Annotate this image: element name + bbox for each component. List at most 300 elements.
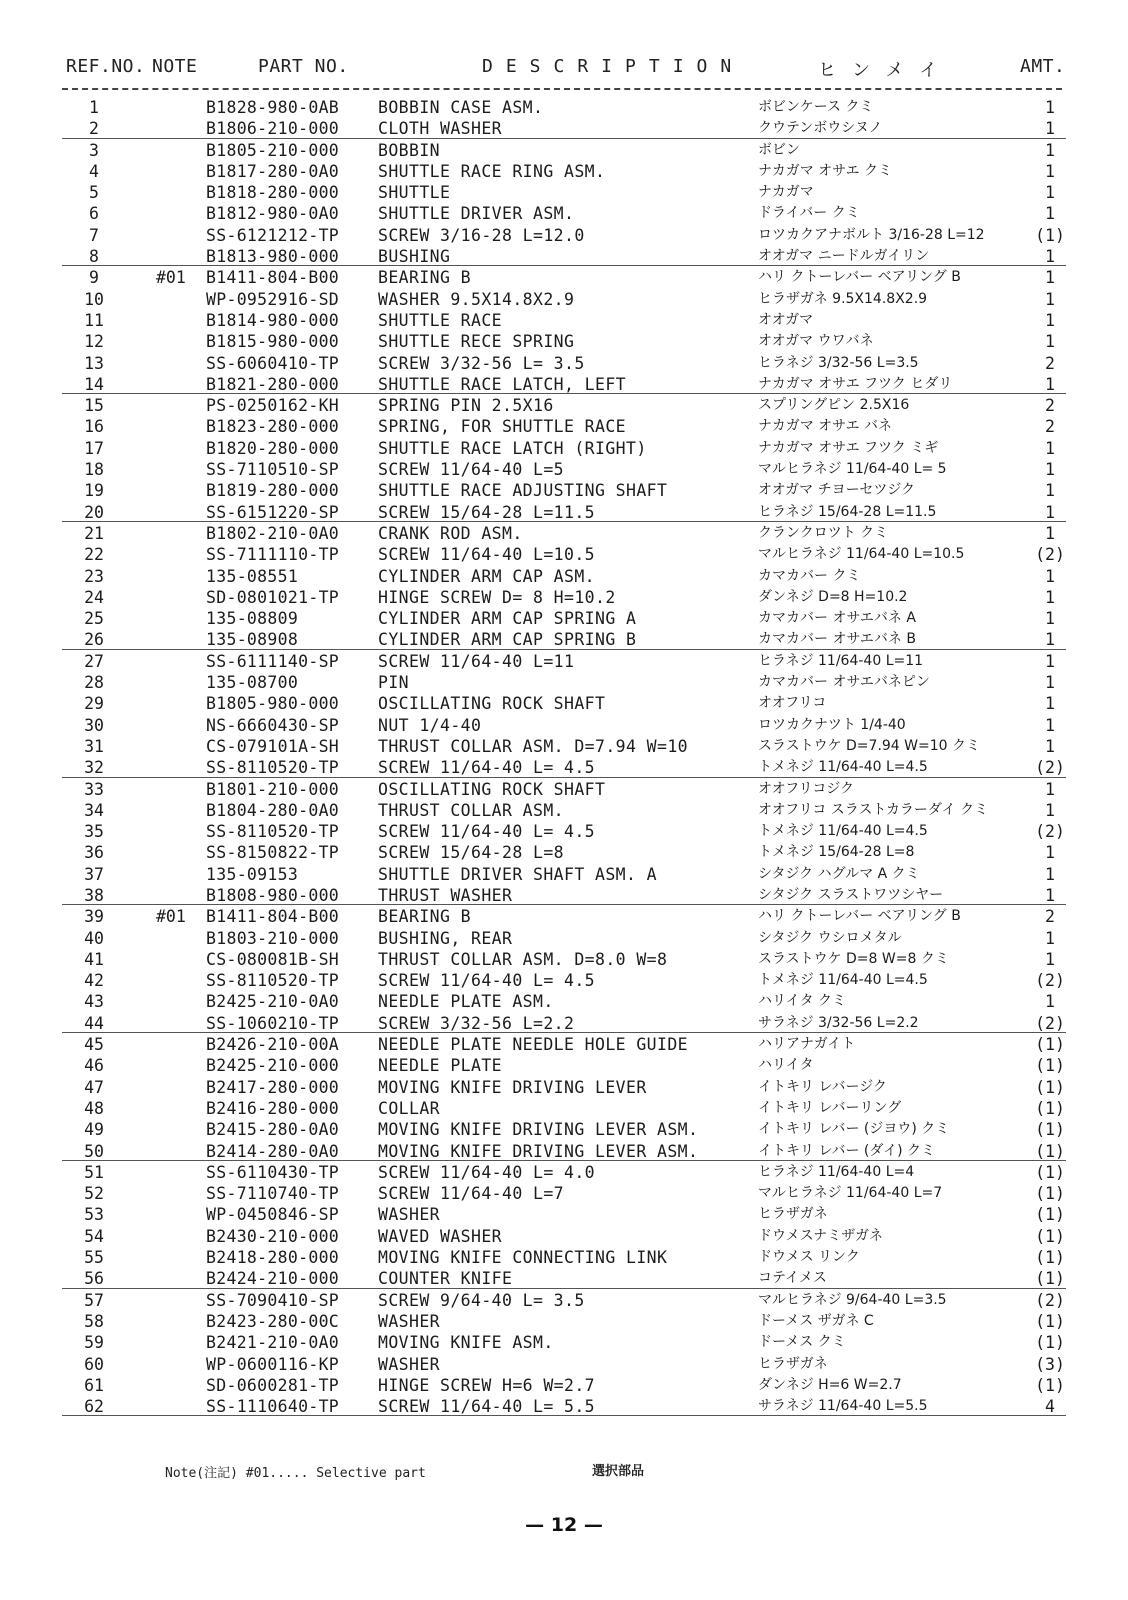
cell-part-no: SD-0801021-TP [206,587,340,607]
table-row [0,736,1128,757]
cell-amount: (1) [1035,225,1065,245]
table-row [0,566,1128,587]
cell-ref-no: 62 [84,1397,104,1417]
cell-japanese-name: ドーメス ザガネ C [758,1312,874,1329]
header-japanese-name: ヒンメイ [818,60,954,81]
cell-part-no: SS-7110740-TP [206,1184,340,1204]
cell-ref-no: 43 [84,992,104,1012]
table-row [0,1311,1128,1332]
cell-description: MOVING KNIFE DRIVING LEVER [378,1077,647,1097]
table-row [0,267,1128,288]
cell-amount: 2 [1045,907,1055,927]
cell-japanese-name: カマカバー オサエバネ A [758,610,916,627]
cell-amount: (1) [1035,1098,1065,1118]
table-row [0,395,1128,416]
cell-japanese-name: ハリイタ [758,1057,814,1074]
cell-part-no: B2425-210-0A0 [206,992,340,1012]
cell-amount: 1 [1045,715,1055,735]
table-row [0,991,1128,1012]
cell-amount: (1) [1035,1375,1065,1395]
cell-description: BEARING B [378,907,472,927]
table-row [0,1162,1128,1183]
cell-amount: (1) [1035,1035,1065,1055]
cell-ref-no: 24 [84,587,104,607]
table-row [0,182,1128,203]
cell-japanese-name: ドーメス クミ [758,1334,846,1351]
cell-ref-no: 55 [84,1248,104,1268]
cell-description: SCREW 3/32-56 L= 3.5 [378,353,585,373]
cell-part-no: B2424-210-000 [206,1269,340,1289]
cell-ref-no: 56 [84,1269,104,1289]
cell-part-no: B1806-210-000 [206,119,340,139]
table-row [0,480,1128,501]
cell-ref-no: 59 [84,1333,104,1353]
cell-japanese-name: ヒラザガネ 9.5X14.8X2.9 [758,290,928,307]
cell-ref-no: 8 [89,247,99,267]
cell-amount: 1 [1045,204,1055,224]
cell-ref-no: 48 [84,1098,104,1118]
cell-japanese-name: ボビンケース クミ [758,99,874,115]
cell-description: SCREW 11/64-40 L= 4.5 [378,758,596,778]
table-row [0,651,1128,672]
table-row [0,757,1128,778]
cell-amount: 1 [1045,119,1055,139]
cell-part-no: B1804-280-0A0 [206,800,340,820]
cell-part-no: B1812-980-0A0 [206,204,340,224]
cell-description: COLLAR [378,1098,441,1118]
cell-japanese-name: ナカガマ オサエ フツク ヒダリ [758,375,953,392]
cell-description: WASHER [378,1205,441,1225]
cell-ref-no: 30 [84,715,104,735]
cell-ref-no: 49 [84,1120,104,1140]
cell-japanese-name: オオガマ ウワバネ [758,333,874,350]
cell-part-no: B1814-980-000 [206,310,340,330]
table-row [0,1183,1128,1204]
cell-amount: 1 [1045,949,1055,969]
table-row [0,502,1128,523]
cell-japanese-name: ヒラネジ 15/64-28 L=11.5 [758,503,937,520]
cell-description: NUT 1/4-40 [378,715,482,735]
cell-part-no: SS-7090410-SP [206,1290,340,1310]
cell-ref-no: 23 [84,566,104,586]
header-divider [62,88,1062,90]
cell-amount: 1 [1045,992,1055,1012]
cell-description: BOBBIN [378,140,441,160]
parts-table [0,97,1128,1417]
cell-ref-no: 58 [84,1311,104,1331]
table-row [0,928,1128,949]
cell-description: WAVED WASHER [378,1226,503,1246]
cell-description: MOVING KNIFE ASM. [378,1333,554,1353]
cell-part-no: B2416-280-000 [206,1098,340,1118]
cell-description: WASHER 9.5X14.8X2.9 [378,289,575,309]
cell-japanese-name: スプリングピン 2.5X16 [758,397,910,414]
cell-amount: 1 [1045,843,1055,863]
cell-ref-no: 25 [84,609,104,629]
cell-amount: 1 [1045,247,1055,267]
cell-part-no: WP-0450846-SP [206,1205,340,1225]
cell-part-no: SD-0600281-TP [206,1375,340,1395]
cell-description: SHUTTLE RACE ADJUSTING SHAFT [378,481,668,501]
cell-ref-no: 20 [84,502,104,522]
cell-ref-no: 29 [84,694,104,714]
cell-description: CYLINDER ARM CAP SPRING B [378,630,637,650]
cell-japanese-name: サラネジ 3/32-56 L=2.2 [758,1014,919,1031]
cell-ref-no: 7 [89,225,99,245]
cell-description: NEEDLE PLATE [378,1056,503,1076]
cell-japanese-name: トメネジ 15/64-28 L=8 [758,844,915,861]
cell-japanese-name: オオガマ チヨーセツジク [758,482,916,499]
cell-japanese-name: ヒラネジ 11/64-40 L=4 [758,1163,915,1180]
cell-part-no: SS-8110520-TP [206,758,340,778]
cell-part-no: SS-6060410-TP [206,353,340,373]
cell-japanese-name: ハリ クトーレバー ベアリング B [758,269,961,286]
table-row [0,140,1128,161]
cell-japanese-name: オオガマ [758,311,814,328]
cell-amount: 2 [1045,417,1055,437]
cell-japanese-name: クウテンボウシヌノ [758,120,883,137]
cell-description: SHUTTLE RACE LATCH, LEFT [378,374,627,394]
cell-amount: (1) [1035,1077,1065,1097]
cell-part-no: B1828-980-0AB [206,98,340,117]
cell-part-no: B1817-280-0A0 [206,161,340,181]
cell-amount: 1 [1045,694,1055,714]
cell-description: HINGE SCREW H=6 W=2.7 [378,1375,596,1395]
cell-amount: 1 [1045,502,1055,522]
cell-japanese-name: スラストウケ D=7.94 W=10 クミ [758,737,981,754]
cell-description: SCREW 15/64-28 L=8 [378,843,565,863]
cell-ref-no: 10 [84,289,104,309]
cell-part-no: B2421-210-0A0 [206,1333,340,1353]
cell-ref-no: 14 [84,374,104,394]
cell-amount: 1 [1045,928,1055,948]
cell-part-no: B2426-210-00A [206,1035,340,1055]
cell-description: SHUTTLE [378,183,451,203]
cell-amount: (1) [1035,1056,1065,1076]
cell-japanese-name: イトキリ レバー (ダイ) クミ [758,1142,936,1159]
cell-japanese-name: ドウメスナミザガネ [758,1227,884,1244]
cell-part-no: B2414-280-0A0 [206,1141,340,1161]
cell-japanese-name: ヒラザガネ [758,1206,828,1223]
cell-ref-no: 61 [84,1375,104,1395]
cell-description: CLOTH WASHER [378,119,503,139]
table-row [0,629,1128,650]
cell-amount: 1 [1045,161,1055,181]
table-row [0,1375,1128,1396]
cell-japanese-name: シタジク ウシロメタル [758,929,902,946]
cell-amount: 1 [1045,332,1055,352]
table-row [0,310,1128,331]
cell-amount: 1 [1045,183,1055,203]
cell-amount: (1) [1035,1248,1065,1268]
cell-part-no: SS-1060210-TP [206,1013,340,1033]
cell-amount: 1 [1045,460,1055,480]
cell-japanese-name: スラストウケ D=8 W=8 クミ [758,950,949,967]
cell-ref-no: 19 [84,481,104,501]
header-amount: AMT. [1020,56,1066,77]
cell-description: OSCILLATING ROCK SHAFT [378,694,606,714]
cell-part-no: 135-08700 [206,673,299,693]
cell-ref-no: 34 [84,800,104,820]
cell-amount: 1 [1045,630,1055,650]
cell-japanese-name: マルヒラネジ 11/64-40 L=10.5 [758,546,965,563]
cell-ref-no: 50 [84,1141,104,1161]
cell-note: #01 [156,268,186,288]
cell-part-no: B2417-280-000 [206,1077,340,1097]
cell-amount: (1) [1035,1311,1065,1331]
cell-amount: 1 [1045,673,1055,693]
cell-japanese-name: ナカガマ オサエ バネ [758,418,893,435]
cell-amount: (2) [1035,758,1065,778]
cell-description: SCREW 11/64-40 L= 5.5 [378,1397,596,1417]
table-row [0,1268,1128,1289]
cell-japanese-name: ロツカクアナボルト 3/16-28 L=12 [758,226,985,243]
table-row [0,118,1128,139]
cell-ref-no: 38 [84,885,104,905]
cell-ref-no: 46 [84,1056,104,1076]
cell-part-no: SS-8150822-TP [206,843,340,863]
cell-japanese-name: ハリ クトーレバー ベアリング B [758,908,961,925]
cell-ref-no: 32 [84,758,104,778]
cell-ref-no: 18 [84,460,104,480]
table-row [0,949,1128,970]
footer-note: Note(注記) #01..... Selective part [165,1466,426,1481]
cell-description: SHUTTLE RACE [378,310,503,330]
cell-ref-no: 53 [84,1205,104,1225]
cell-part-no: B1823-280-000 [206,417,340,437]
cell-ref-no: 6 [89,204,99,224]
table-row [0,715,1128,736]
cell-japanese-name: オオフリコ [758,695,827,712]
cell-description: COUNTER KNIFE [378,1269,513,1289]
table-row [0,1055,1128,1076]
cell-part-no: B1801-210-000 [206,779,340,799]
cell-japanese-name: ナカガマ オサエ クミ [758,162,893,179]
table-row [0,438,1128,459]
cell-ref-no: 39 [84,907,104,927]
cell-part-no: B2425-210-000 [206,1056,340,1076]
cell-description: SCREW 11/64-40 L=7 [378,1184,565,1204]
table-row [0,970,1128,991]
cell-amount: 1 [1045,438,1055,458]
cell-description: SCREW 11/64-40 L=10.5 [378,545,596,565]
cell-part-no: CS-079101A-SH [206,736,340,756]
cell-amount: 1 [1045,566,1055,586]
cell-ref-no: 35 [84,822,104,842]
cell-description: WASHER [378,1354,441,1374]
cell-part-no: B1821-280-000 [206,374,340,394]
table-row [0,416,1128,437]
table-row [0,1077,1128,1098]
cell-part-no: SS-6121212-TP [206,225,340,245]
cell-japanese-name: トメネジ 11/64-40 L=4.5 [758,759,928,776]
cell-description: BUSHING, REAR [378,928,513,948]
table-row [0,203,1128,224]
cell-description: SCREW 9/64-40 L= 3.5 [378,1290,585,1310]
header-note: NOTE [152,56,198,77]
cell-amount: (2) [1035,822,1065,842]
cell-part-no: B2415-280-0A0 [206,1120,340,1140]
cell-japanese-name: ヒラザガネ [758,1355,828,1372]
cell-ref-no: 60 [84,1354,104,1374]
cell-description: NEEDLE PLATE ASM. [378,992,554,1012]
cell-amount: (2) [1035,971,1065,991]
cell-amount: 1 [1045,140,1055,160]
cell-ref-no: 21 [84,523,104,543]
cell-amount: 1 [1045,481,1055,501]
cell-amount: 1 [1045,268,1055,288]
cell-amount: 1 [1045,864,1055,884]
cell-japanese-name: ハリイタ クミ [758,993,847,1010]
cell-description: SCREW 3/32-56 L=2.2 [378,1013,575,1033]
table-row [0,1396,1128,1417]
table-row [0,1354,1128,1375]
table-row [0,587,1128,608]
cell-description: THRUST COLLAR ASM. D=7.94 W=10 [378,736,689,756]
cell-description: SHUTTLE RACE RING ASM. [378,161,606,181]
footer-note-japanese: 選択部品 [592,1464,645,1479]
cell-ref-no: 15 [84,396,104,416]
cell-ref-no: 28 [84,673,104,693]
cell-amount: 1 [1045,374,1055,394]
cell-amount: 1 [1045,736,1055,756]
cell-ref-no: 52 [84,1184,104,1204]
cell-japanese-name: マルヒラネジ 11/64-40 L= 5 [758,461,947,478]
cell-amount: 1 [1045,523,1055,543]
cell-ref-no: 2 [89,119,99,139]
cell-description: SCREW 3/16-28 L=12.0 [378,225,585,245]
cell-part-no: SS-8110520-TP [206,822,340,842]
cell-amount: (2) [1035,1013,1065,1033]
cell-part-no: SS-6111140-SP [206,651,340,671]
cell-japanese-name: シタジク スラストワツシヤー [758,886,944,903]
cell-part-no: B1805-210-000 [206,140,340,160]
cell-ref-no: 54 [84,1226,104,1246]
table-row [0,800,1128,821]
cell-description: SPRING, FOR SHUTTLE RACE [378,417,627,437]
cell-part-no: 135-09153 [206,864,299,884]
cell-description: THRUST COLLAR ASM. [378,800,565,820]
header-description: DESCRIPTION [482,56,745,77]
cell-part-no: B2423-280-00C [206,1311,340,1331]
cell-japanese-name: ハリアナガイト [758,1036,856,1053]
cell-description: SCREW 11/64-40 L= 4.5 [378,822,596,842]
table-row [0,1247,1128,1268]
cell-ref-no: 5 [89,183,99,203]
cell-description: CYLINDER ARM CAP ASM. [378,566,596,586]
cell-amount: 1 [1045,587,1055,607]
cell-ref-no: 13 [84,353,104,373]
cell-japanese-name: オオガマ ニードルガイリン [758,248,930,265]
cell-ref-no: 11 [84,310,104,330]
table-row [0,459,1128,480]
cell-part-no: B1802-210-0A0 [206,523,340,543]
table-row [0,331,1128,352]
cell-japanese-name: ボビン [758,141,800,158]
cell-part-no: NS-6660430-SP [206,715,340,735]
cell-ref-no: 3 [89,140,99,160]
cell-ref-no: 9 [89,268,99,288]
cell-amount: 1 [1045,310,1055,330]
cell-ref-no: 12 [84,332,104,352]
cell-ref-no: 45 [84,1035,104,1055]
cell-ref-no: 22 [84,545,104,565]
cell-amount: 1 [1045,289,1055,309]
cell-amount: (2) [1035,545,1065,565]
cell-japanese-name: マルヒラネジ 11/64-40 L=7 [758,1185,943,1202]
cell-japanese-name: ヒラネジ 3/32-56 L=3.5 [758,354,919,371]
table-row [0,544,1128,565]
cell-japanese-name: イトキリ レバージク [758,1078,887,1095]
cell-part-no: SS-7111110-TP [206,545,340,565]
cell-description: SHUTTLE RECE SPRING [378,332,575,352]
cell-ref-no: 36 [84,843,104,863]
cell-part-no: SS-1110640-TP [206,1397,340,1417]
cell-part-no: B2418-280-000 [206,1248,340,1268]
cell-description: SCREW 11/64-40 L= 4.0 [378,1162,596,1182]
cell-amount: (1) [1035,1269,1065,1289]
header-ref-no: REF.NO. [66,56,146,77]
cell-description: SHUTTLE RACE LATCH (RIGHT) [378,438,647,458]
cell-description: SCREW 11/64-40 L= 4.5 [378,971,596,991]
cell-part-no: WP-0600116-KP [206,1354,340,1374]
table-row [0,1141,1128,1162]
cell-japanese-name: イトキリ レバー (ジヨウ) クミ [758,1121,950,1138]
cell-description: WASHER [378,1311,441,1331]
cell-description: SCREW 15/64-28 L=11.5 [378,502,596,522]
cell-ref-no: 47 [84,1077,104,1097]
cell-part-no: B1815-980-000 [206,332,340,352]
cell-amount: (3) [1035,1354,1065,1374]
cell-japanese-name: ドウメス リンク [758,1249,860,1266]
cell-ref-no: 51 [84,1162,104,1182]
cell-note: #01 [156,907,186,927]
cell-description: CRANK ROD ASM. [378,523,523,543]
cell-ref-no: 17 [84,438,104,458]
cell-part-no: 135-08551 [206,566,299,586]
cell-japanese-name: ダンネジ H=6 W=2.7 [758,1376,902,1393]
cell-amount: (1) [1035,1205,1065,1225]
cell-description: SCREW 11/64-40 L=5 [378,460,565,480]
cell-amount: 1 [1045,609,1055,629]
cell-part-no: CS-080081B-SH [206,949,340,969]
cell-part-no: PS-0250162-KH [206,396,340,416]
cell-japanese-name: トメネジ 11/64-40 L=4.5 [758,972,928,989]
header-part-no: PART NO. [258,56,349,77]
cell-ref-no: 57 [84,1290,104,1310]
cell-part-no: B1411-804-B00 [206,268,340,288]
cell-amount: 1 [1045,800,1055,820]
cell-description: THRUST WASHER [378,885,513,905]
cell-description: BEARING B [378,268,472,288]
cell-part-no: B1819-280-000 [206,481,340,501]
cell-description: CYLINDER ARM CAP SPRING A [378,609,637,629]
table-row [0,246,1128,267]
cell-part-no: B1803-210-000 [206,928,340,948]
cell-japanese-name: シタジク ハグルマ A クミ [758,865,920,882]
cell-japanese-name: イトキリ レバーリング [758,1099,902,1116]
cell-part-no: B2430-210-000 [206,1226,340,1246]
table-row [0,374,1128,395]
cell-japanese-name: カマカバー クミ [758,567,861,584]
cell-japanese-name: トメネジ 11/64-40 L=4.5 [758,823,928,840]
cell-part-no: B1805-980-000 [206,694,340,714]
table-row [0,353,1128,374]
cell-ref-no: 31 [84,736,104,756]
table-row [0,864,1128,885]
cell-japanese-name: ドライバー クミ [758,205,860,222]
cell-description: BUSHING [378,247,451,267]
